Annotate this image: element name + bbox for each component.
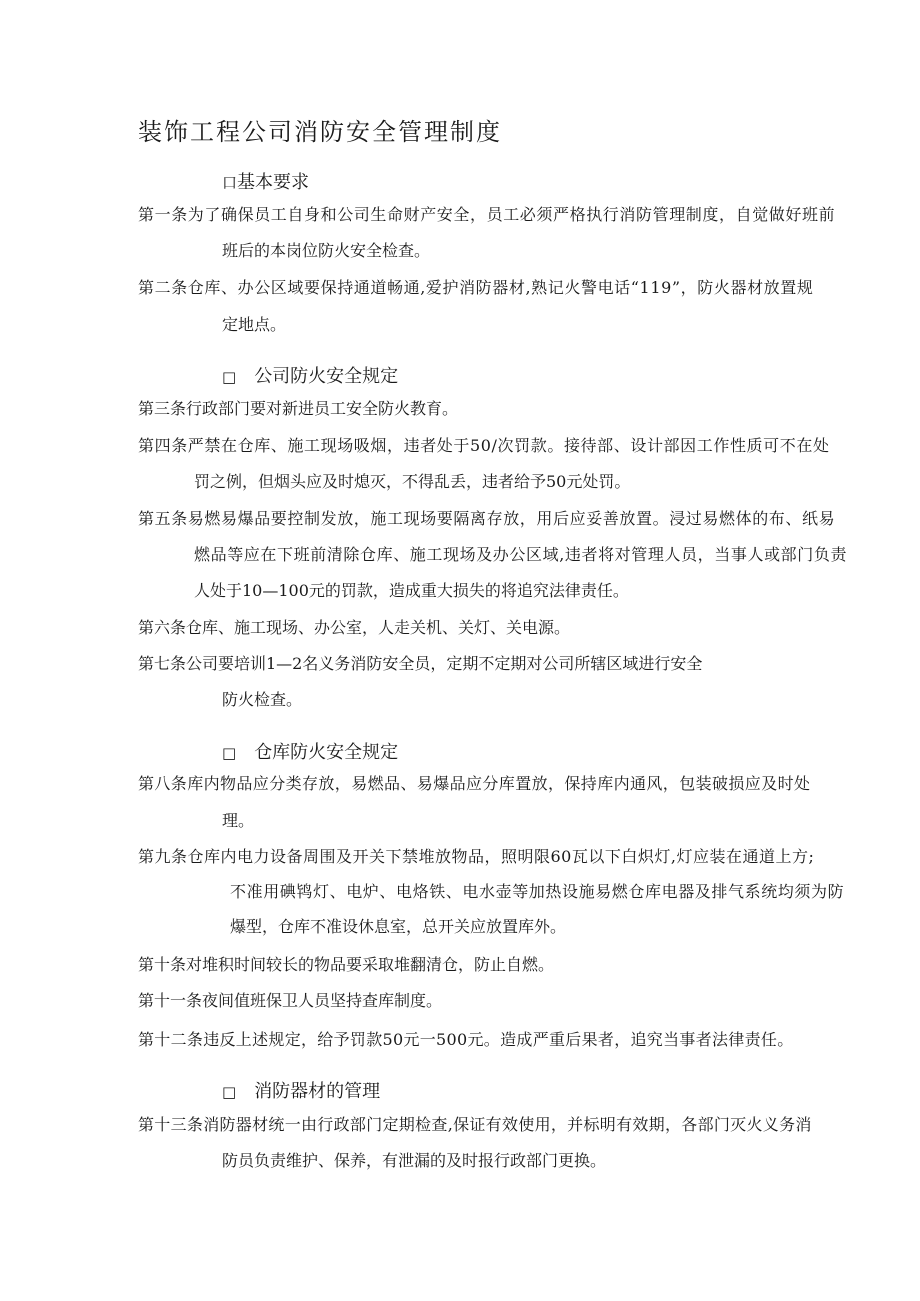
article-6: 第六条仓库、施工现场、办公室，人走关机、关灯、关电源。 bbox=[138, 618, 571, 637]
article-8: 第八条库内物品应分类存放，易燃品、易爆品应分库置放，保持库内通风，包装破损应及时处 bbox=[138, 774, 811, 793]
article-5-cont: 燃品等应在下班前清除仓库、施工现场及办公区域,违者将对管理人员，当事人或部门负责 bbox=[194, 545, 848, 564]
checkbox-icon: 口 bbox=[222, 174, 238, 192]
section-heading-basic: 口基本要求 bbox=[222, 172, 310, 193]
article-5: 第五条易燃易爆品要控制发放，施工现场要隔离存放，用后应妥善放置。浸过易燃体的布、纸易 bbox=[138, 509, 836, 528]
article-8-cont: 理。 bbox=[222, 811, 255, 830]
article-2-cont: 定地点。 bbox=[222, 315, 287, 334]
article-13-cont: 防员负责维护、保养，有泄漏的及时报行政部门更换。 bbox=[222, 1151, 607, 1170]
article-2: 第二条仓库、办公区域要保持通道畅通,爱护消防器材,熟记火警电话“119”，防火器材放置规 bbox=[138, 278, 814, 297]
article-9-cont2: 爆型，仓库不准设休息室，总开关应放置库外。 bbox=[230, 917, 567, 936]
checkbox-icon: □ bbox=[222, 1083, 237, 1101]
article-7: 第七条公司要培训1—2名义务消防安全员，定期不定期对公司所辖区域进行安全 bbox=[138, 654, 703, 673]
section-heading-equipment: □ 消防器材的管理 bbox=[222, 1081, 381, 1102]
article-4: 第四条严禁在仓库、施工现场吸烟，违者处于50/次罚款。接待部、设计部因工作性质可不在处 bbox=[138, 436, 830, 455]
article-9: 第九条仓库内电力设备周围及开关下禁堆放物品，照明限60瓦以下白炽灯,灯应装在通道上方; bbox=[138, 847, 815, 866]
article-13: 第十三条消防器材统一由行政部门定期检查,保证有效使用，并标明有效期，各部门灭火义务消 bbox=[138, 1115, 812, 1134]
article-1: 第一条为了确保员工自身和公司生命财产安全，员工必须严格执行消防管理制度，自觉做好班前 bbox=[138, 205, 836, 224]
article-3: 第三条行政部门要对新进员工安全防火教育。 bbox=[138, 399, 459, 418]
article-12: 第十二条违反上述规定，给予罚款50元一500元。造成严重后果者，追究当事者法律责任。 bbox=[138, 1030, 794, 1049]
article-1-cont: 班后的本岗位防火安全检查。 bbox=[222, 241, 431, 260]
section-heading-company: □ 公司防火安全规定 bbox=[222, 366, 399, 387]
article-10: 第十条对堆积时间较长的物品要采取堆翻清仓，防止自燃。 bbox=[138, 955, 555, 974]
article-9-cont: 不准用碘鸨灯、电炉、电烙铁、电水壶等加热设施易燃仓库电器及排气系统均须为防 bbox=[230, 882, 845, 901]
article-7-cont: 防火检查。 bbox=[222, 690, 303, 709]
article-4-cont: 罚之例，但烟头应及时熄灭，不得乱丢，违者给予50元处罚。 bbox=[194, 472, 631, 491]
document-title: 装饰工程公司消防安全管理制度 bbox=[138, 118, 502, 146]
article-11: 第十一条夜间值班保卫人员坚持查库制度。 bbox=[138, 991, 443, 1010]
checkbox-icon: □ bbox=[222, 368, 237, 386]
checkbox-icon: □ bbox=[222, 744, 237, 762]
section-heading-warehouse: □ 仓库防火安全规定 bbox=[222, 742, 399, 763]
article-5-cont2: 人处于10—100元的罚款，造成重大损失的将追究法律责任。 bbox=[194, 581, 629, 600]
